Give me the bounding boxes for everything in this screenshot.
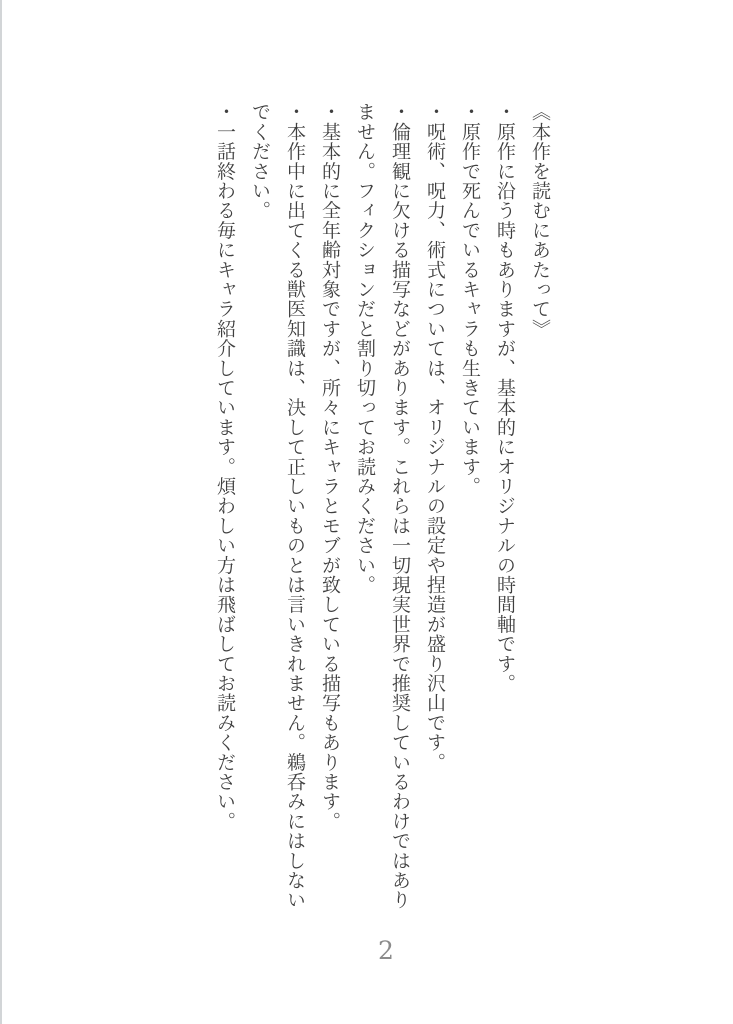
text-line-vet-knowledge: ・本作中に出てくる獣医知識は、決して正しいものとは言いきれません。鵜呑みにはしない bbox=[284, 102, 306, 910]
text-line-jujutsu-settings: ・呪術、呪力、術式については、オリジナルの設定や捏造が盛り沢山です。 bbox=[424, 102, 446, 772]
text-line-vet-knowledge-continued: でください。 bbox=[249, 102, 271, 221]
foreword-title: 《本作を読むにあたって》 bbox=[529, 102, 551, 339]
page-number: 2 bbox=[378, 936, 394, 965]
text-line-ethics-warning-continued: ません。フィクションだと割り切ってお読みください。 bbox=[354, 102, 376, 595]
text-line-character-intro: ・一話終わる毎にキャラ紹介しています。煩わしい方は飛ばしてお読みください。 bbox=[214, 102, 236, 831]
text-line-original-timeline: ・原作に沿う時もありますが、基本的にオリジナルの時間軸です。 bbox=[494, 102, 516, 693]
text-line-characters-alive: ・原作で死んでいるキャラも生きています。 bbox=[459, 102, 481, 496]
page-left-edge-divider bbox=[0, 0, 2, 1024]
text-line-age-rating: ・基本的に全年齢対象ですが、所々にキャラとモブが致している描写もあります。 bbox=[319, 102, 341, 831]
foreword-text-block bbox=[207, 102, 557, 920]
text-line-ethics-warning: ・倫理観に欠ける描写などがあります。これらは一切現実世界で推奨しているわけではあり bbox=[389, 102, 411, 910]
